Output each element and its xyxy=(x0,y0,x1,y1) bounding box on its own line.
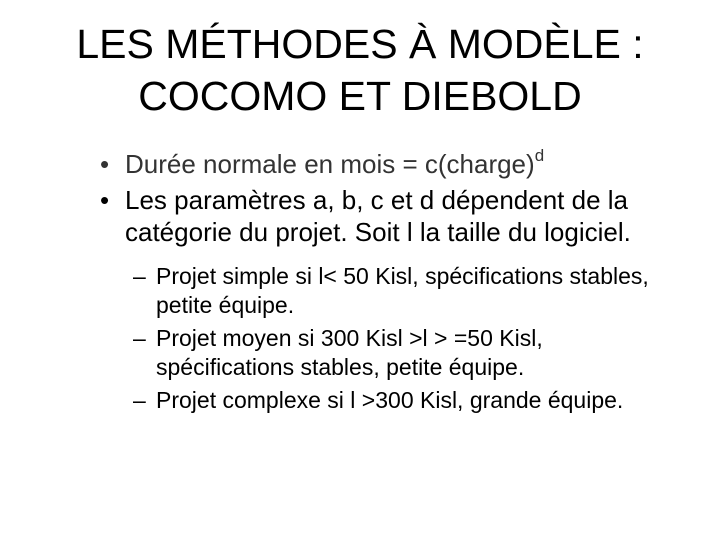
parameters-text: Les paramètres a, b, c et d dépendent de la catégorie du projet. Soit l la taille du logiciel. xyxy=(125,185,631,247)
sub-item-text: Projet simple si l< 50 Kisl, spécifications stables, petite équipe. xyxy=(156,263,649,318)
bullet-item-parameters xyxy=(0,184,685,248)
bullet-marker: • xyxy=(100,149,110,179)
project-category-list xyxy=(0,262,720,415)
slide-content xyxy=(0,148,720,415)
duration-formula-text: Durée normale en mois = c(charge) xyxy=(125,149,535,179)
slide-title xyxy=(0,18,720,122)
slide-title-line-2: COCOMO ET DIEBOLD xyxy=(138,73,582,119)
bullet-marker: • xyxy=(100,185,110,215)
slide-title-line-1: LES MÉTHODES À MODÈLE : xyxy=(76,21,644,67)
dash-marker: – xyxy=(133,325,146,351)
sub-item-text: Projet complexe si l >300 Kisl, grande équipe. xyxy=(156,387,624,413)
duration-formula-exponent: d xyxy=(534,146,545,165)
dash-marker: – xyxy=(133,387,146,413)
sub-item-text: Projet moyen si 300 Kisl >l > =50 Kisl, spécifications stables, petite équipe. xyxy=(156,325,543,380)
bullet-item-duration xyxy=(0,148,685,180)
sub-item-simple-project xyxy=(0,262,686,320)
sub-item-complex-project xyxy=(0,386,686,415)
sub-item-medium-project xyxy=(0,324,686,382)
dash-marker: – xyxy=(133,263,146,289)
